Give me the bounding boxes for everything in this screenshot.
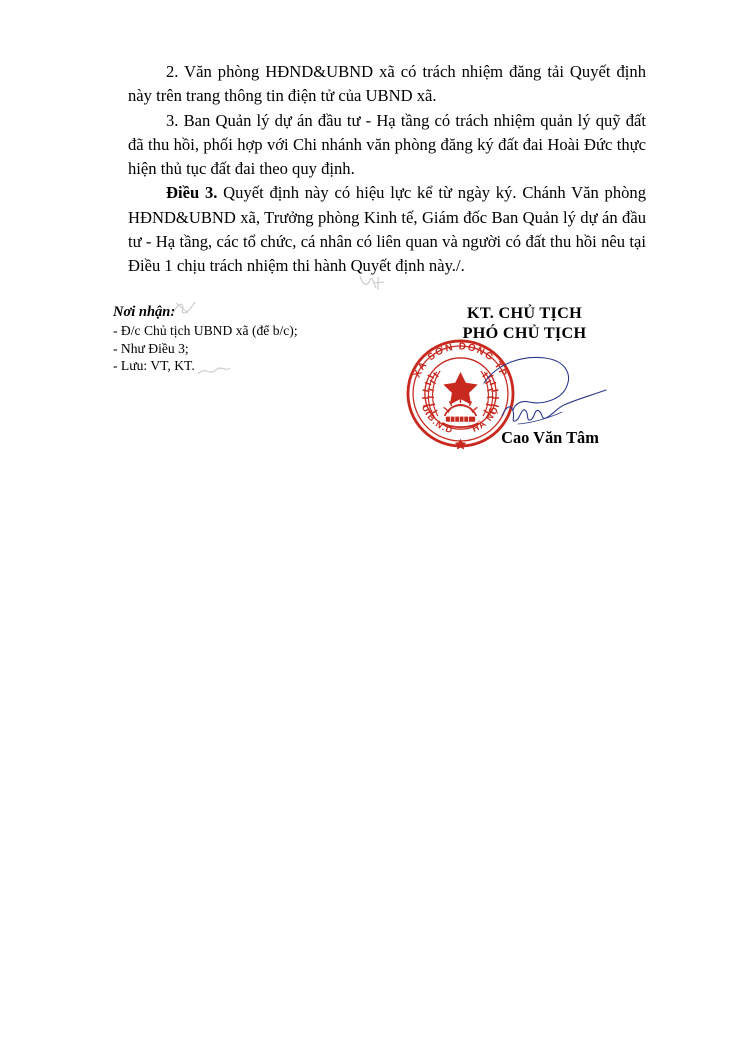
signature-title-line-1: KT. CHỦ TỊCH xyxy=(467,304,582,322)
paragraph-clause-2: 2. Văn phòng HĐND&UBND xã có trách nhiệm đăng tải Quyết định này trên trang thông tin điện tử của UBND xã. xyxy=(128,62,646,106)
seal-text-right: HÀ NỘI xyxy=(470,401,502,434)
seal-text-bottom: U.B.N.D xyxy=(419,403,455,436)
seal-text-top: XÃ SƠN ĐỒNG TP xyxy=(411,341,510,380)
recipients-block xyxy=(113,303,403,375)
signer-name: Cao Văn Tâm xyxy=(501,428,599,447)
recipient-item: - Như Điều 3; xyxy=(113,340,189,356)
document-body xyxy=(128,60,646,279)
recipients-title: Nơi nhận: xyxy=(113,304,176,320)
article-3-label: Điều 3. xyxy=(166,183,218,203)
recipient-item: - Đ/c Chủ tịch UBND xã (để b/c); xyxy=(113,323,298,338)
paragraph-article-3 xyxy=(128,181,646,278)
signature-title-line-2: PHÓ CHỦ TỊCH xyxy=(462,323,587,342)
recipients-list xyxy=(113,322,403,375)
paragraph-clause-3: 3. Ban Quản lý dự án đầu tư - Hạ tầng có trách nhiệm quản lý quỹ đất đã thu hồi, phối hợp với Chi nhánh văn phòng đăng ký đất đai Hoài Đức thực hiện thủ tục đất đai theo quy định. xyxy=(128,110,646,179)
handwritten-signature-ink xyxy=(482,352,612,434)
article-3-text: Quyết định này có hiệu lực kể từ ngày ký. Chánh Văn phòng HĐND&UBND xã, Trưởng phòng Kinh tế, Giám đốc Ban Quản lý dự án đầu tư - Hạ tầng, các tổ chức, cá nhân có liên quan và người có đất thu hồi nêu tại Điều 1 chịu trách nhiệm thi hành Quyết định này./. xyxy=(128,183,647,276)
recipient-item: - Lưu: VT, KT. xyxy=(113,358,195,373)
